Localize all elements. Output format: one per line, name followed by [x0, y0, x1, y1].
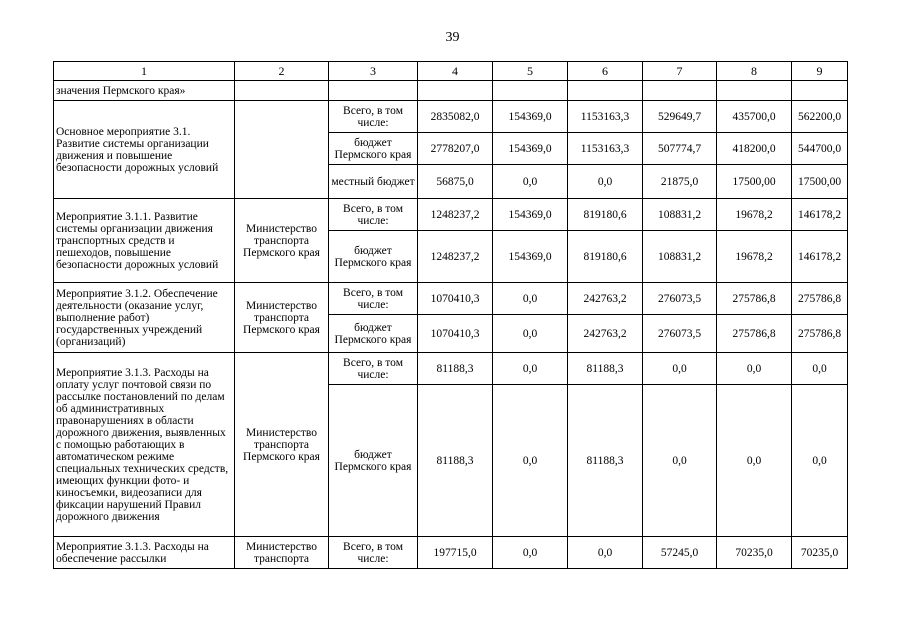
- value-cell: 276073,5: [643, 315, 717, 353]
- column-number: 8: [717, 62, 792, 81]
- continuation-row: [54, 81, 848, 101]
- table-row: [54, 101, 848, 133]
- value-cell: 0,0: [493, 385, 568, 537]
- empty-cell: [717, 81, 792, 101]
- value-cell: 154369,0: [493, 199, 568, 231]
- value-cell: 0,0: [717, 385, 792, 537]
- funding-source: Всего, в том числе:: [329, 101, 418, 133]
- funding-source: бюджет Пермского края: [329, 385, 418, 537]
- value-cell: 81188,3: [418, 385, 493, 537]
- measure-name: Мероприятие 3.1.1. Развитие системы организации движения транспортных средств и пешеходов, повышение безопасности дорожных условий: [54, 199, 235, 283]
- empty-cell: [568, 81, 643, 101]
- measure-name: Мероприятие 3.1.3. Расходы на обеспечение рассылки: [54, 537, 235, 569]
- value-cell: 19678,2: [717, 231, 792, 283]
- page-number: 39: [445, 30, 460, 45]
- value-cell: 0,0: [493, 537, 568, 569]
- value-cell: 0,0: [493, 353, 568, 385]
- measure-name: Мероприятие 3.1.2. Обеспечение деятельности (оказание услуг, выполнение работ) государственных учреждений (организаций): [54, 283, 235, 353]
- value-cell: 0,0: [717, 353, 792, 385]
- value-cell: 1248237,2: [418, 231, 493, 283]
- value-cell: 1153163,3: [568, 101, 643, 133]
- value-cell: 70235,0: [717, 537, 792, 569]
- value-cell: 81188,3: [568, 385, 643, 537]
- measure-executor: Министерство транспорта Пермского края: [235, 199, 329, 283]
- value-cell: 0,0: [568, 165, 643, 199]
- value-cell: 1248237,2: [418, 199, 493, 231]
- value-cell: 819180,6: [568, 199, 643, 231]
- value-cell: 0,0: [643, 385, 717, 537]
- value-cell: 197715,0: [418, 537, 493, 569]
- value-cell: 276073,5: [643, 283, 717, 315]
- column-number: 4: [418, 62, 493, 81]
- value-cell: 242763,2: [568, 315, 643, 353]
- funding-source: Всего, в том числе:: [329, 283, 418, 315]
- empty-cell: [418, 81, 493, 101]
- measure-executor: Министерство транспорта Пермского края: [235, 283, 329, 353]
- value-cell: 435700,0: [717, 101, 792, 133]
- value-cell: 81188,3: [418, 353, 493, 385]
- funding-source: Всего, в том числе:: [329, 199, 418, 231]
- value-cell: 17500,00: [792, 165, 848, 199]
- value-cell: 57245,0: [643, 537, 717, 569]
- table-row: [54, 353, 848, 385]
- value-cell: 0,0: [792, 353, 848, 385]
- measure-executor: [235, 101, 329, 199]
- value-cell: 544700,0: [792, 133, 848, 165]
- value-cell: 507774,7: [643, 133, 717, 165]
- budget-table: [53, 61, 848, 569]
- value-cell: 275786,8: [717, 315, 792, 353]
- value-cell: 146178,2: [792, 199, 848, 231]
- column-number: 5: [493, 62, 568, 81]
- table-row: [54, 199, 848, 231]
- column-number: 9: [792, 62, 848, 81]
- value-cell: 0,0: [493, 315, 568, 353]
- column-number: 1: [54, 62, 235, 81]
- value-cell: 108831,2: [643, 231, 717, 283]
- value-cell: 154369,0: [493, 101, 568, 133]
- value-cell: 2778207,0: [418, 133, 493, 165]
- value-cell: 154369,0: [493, 133, 568, 165]
- empty-cell: [329, 81, 418, 101]
- value-cell: 56875,0: [418, 165, 493, 199]
- table-row: [54, 283, 848, 315]
- value-cell: 0,0: [643, 353, 717, 385]
- value-cell: 0,0: [568, 537, 643, 569]
- value-cell: 529649,7: [643, 101, 717, 133]
- measure-executor: Министерство транспорта: [235, 537, 329, 569]
- funding-source: Всего, в том числе:: [329, 537, 418, 569]
- value-cell: 1070410,3: [418, 283, 493, 315]
- value-cell: 819180,6: [568, 231, 643, 283]
- value-cell: 17500,00: [717, 165, 792, 199]
- value-cell: 108831,2: [643, 199, 717, 231]
- value-cell: 19678,2: [717, 199, 792, 231]
- empty-cell: [493, 81, 568, 101]
- value-cell: 0,0: [493, 283, 568, 315]
- column-number: 7: [643, 62, 717, 81]
- value-cell: 70235,0: [792, 537, 848, 569]
- value-cell: 146178,2: [792, 231, 848, 283]
- value-cell: 275786,8: [792, 315, 848, 353]
- measure-executor: Министерство транспорта Пермского края: [235, 353, 329, 537]
- measure-name: Мероприятие 3.1.3. Расходы на оплату услуг почтовой связи по рассылке постановлений по делам об административных правонарушениях в области дорожного движения, выявленных с помощью работающих в автоматическом режиме специальных технических средств, имеющих функции фото- и киносъемки, видеозаписи для фиксации нарушений Правил дорожного движения: [54, 353, 235, 537]
- value-cell: 21875,0: [643, 165, 717, 199]
- value-cell: 0,0: [792, 385, 848, 537]
- empty-cell: [643, 81, 717, 101]
- column-number-row: [54, 62, 848, 81]
- value-cell: 242763,2: [568, 283, 643, 315]
- funding-source: бюджет Пермского края: [329, 133, 418, 165]
- funding-source: бюджет Пермского края: [329, 315, 418, 353]
- measure-name: Основное мероприятие 3.1. Развитие системы организации движения и повышение безопасности дорожных условий: [54, 101, 235, 199]
- value-cell: 275786,8: [717, 283, 792, 315]
- value-cell: 275786,8: [792, 283, 848, 315]
- value-cell: 154369,0: [493, 231, 568, 283]
- funding-source: бюджет Пермского края: [329, 231, 418, 283]
- column-number: 3: [329, 62, 418, 81]
- value-cell: 81188,3: [568, 353, 643, 385]
- value-cell: 1153163,3: [568, 133, 643, 165]
- empty-cell: [792, 81, 848, 101]
- funding-source: Всего, в том числе:: [329, 353, 418, 385]
- column-number: 2: [235, 62, 329, 81]
- table-row: [54, 537, 848, 569]
- funding-source: местный бюджет: [329, 165, 418, 199]
- value-cell: 418200,0: [717, 133, 792, 165]
- value-cell: 0,0: [493, 165, 568, 199]
- value-cell: 1070410,3: [418, 315, 493, 353]
- continuation-text: значения Пермского края»: [54, 81, 235, 101]
- value-cell: 2835082,0: [418, 101, 493, 133]
- empty-cell: [235, 81, 329, 101]
- column-number: 6: [568, 62, 643, 81]
- value-cell: 562200,0: [792, 101, 848, 133]
